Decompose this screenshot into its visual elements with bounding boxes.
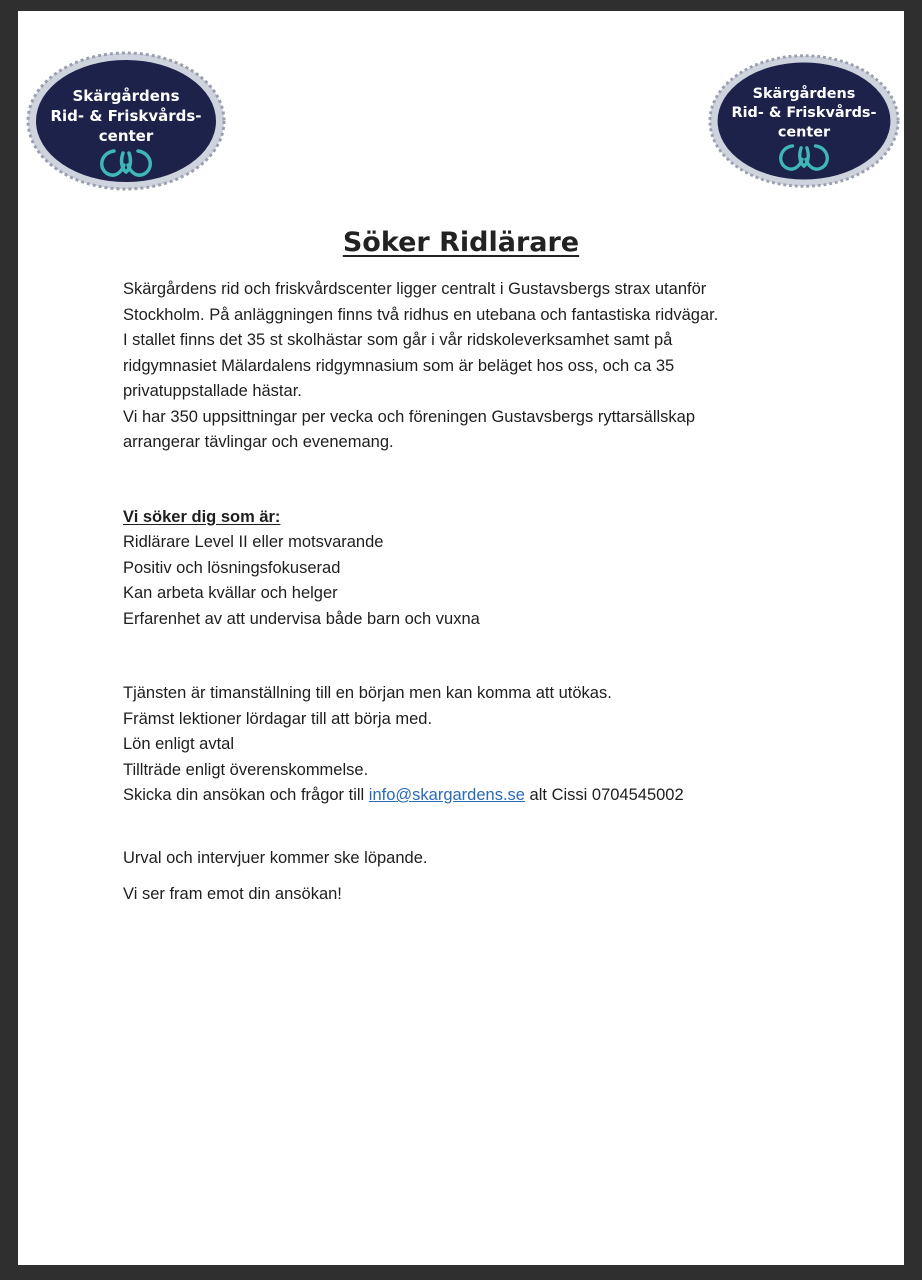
logo-line-1: Skärgårdens bbox=[752, 85, 856, 102]
closing-line-2: Vi ser fram emot din ansökan! bbox=[123, 885, 342, 903]
requirement-item: Erfarenhet av att undervisa både barn och vuxna bbox=[123, 609, 480, 628]
contact-line bbox=[123, 783, 803, 809]
details-section bbox=[123, 681, 803, 809]
detail-line: Tjänsten är timanställning till en början men kan komma att utökas. bbox=[123, 684, 612, 702]
detail-line: Lön enligt avtal bbox=[123, 735, 234, 753]
contact-prefix: Skicka din ansökan och frågor till bbox=[123, 786, 369, 804]
logo-line-2: Rid- & Friskvårds- bbox=[731, 105, 877, 122]
logo-line-3: center bbox=[777, 124, 831, 141]
logo-emblem bbox=[26, 51, 226, 191]
intro-line: privatuppstallade hästar. bbox=[123, 382, 302, 400]
intro-line: arrangerar tävlingar och evenemang. bbox=[123, 433, 394, 451]
detail-line: Främst lektioner lördagar till att börja med. bbox=[123, 709, 433, 728]
requirements-heading: Vi söker dig som är: bbox=[123, 507, 281, 526]
requirement-item: Kan arbeta kvällar och helger bbox=[123, 584, 338, 602]
intro-line: ridgymnasiet Mälardalens ridgymnasium som är beläget hos oss, och ca 35 bbox=[123, 356, 675, 375]
requirement-item: Positiv och lösningsfokuserad bbox=[123, 558, 341, 577]
requirements-section bbox=[123, 505, 803, 633]
page-title: Söker Ridlärare bbox=[342, 227, 580, 258]
intro-line: I stallet finns det 35 st skolhästar som går i vår ridskoleverksamhet samt på bbox=[123, 331, 673, 349]
intro-line: Skärgårdens rid och friskvårdscenter ligger centralt i Gustavsbergs strax utanför bbox=[123, 280, 707, 298]
document-body bbox=[123, 277, 803, 908]
closing-line-1: Urval och intervjuer kommer ske löpande. bbox=[123, 848, 428, 867]
detail-line: Tillträde enligt överenskommelse. bbox=[123, 760, 369, 779]
email-link[interactable]: info@skargardens.se bbox=[368, 786, 525, 804]
logo-left bbox=[26, 51, 226, 191]
logo-line-3: center bbox=[98, 127, 154, 145]
logo-right bbox=[708, 51, 900, 191]
intro-line: Stockholm. På anläggningen finns två ridhus en utebana och fantastiska ridvägar. bbox=[123, 305, 719, 324]
logo-line-1: Skärgårdens bbox=[72, 87, 180, 105]
logo-line-2: Rid- & Friskvårds- bbox=[50, 107, 202, 125]
intro-paragraph bbox=[123, 277, 803, 456]
logo-emblem bbox=[708, 51, 900, 191]
intro-line: Vi har 350 uppsittningar per vecka och föreningen Gustavsbergs ryttarsällskap bbox=[123, 407, 696, 426]
contact-suffix: alt Cissi 0704545002 bbox=[524, 786, 684, 804]
requirement-item: Ridlärare Level II eller motsvarande bbox=[123, 533, 384, 551]
document-page bbox=[18, 11, 904, 1265]
